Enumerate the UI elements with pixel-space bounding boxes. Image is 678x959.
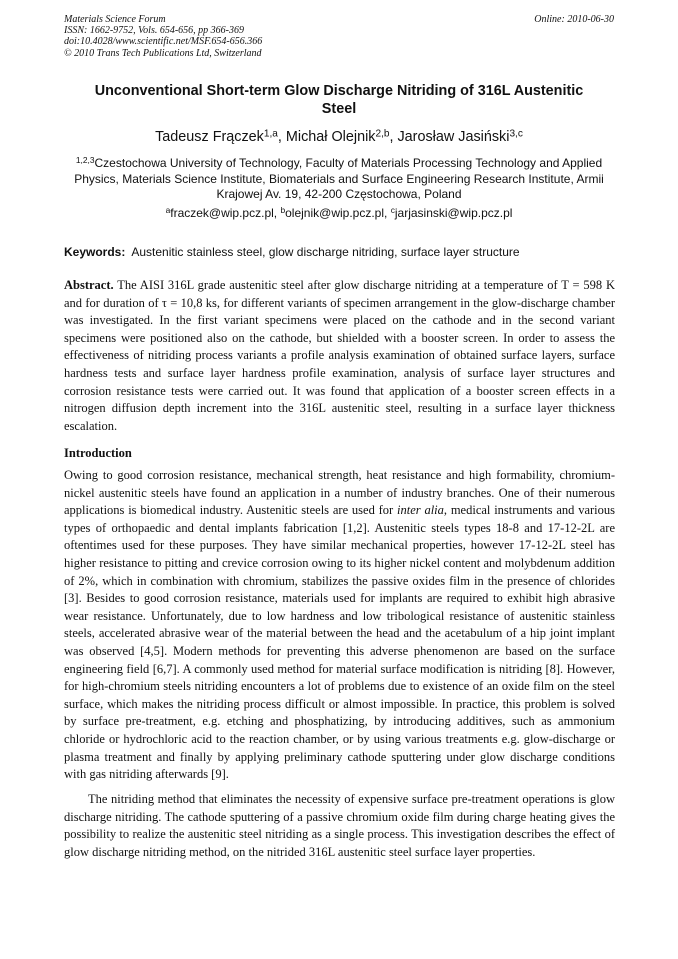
author-name: Tadeusz Frączek xyxy=(155,129,264,145)
section-heading-introduction: Introduction xyxy=(64,446,132,460)
introduction-paragraph-1 xyxy=(64,467,615,784)
keywords-label: Keywords: xyxy=(64,245,126,259)
author xyxy=(397,129,522,145)
introduction-paragraph-2: The nitriding method that eliminates the necessity of expensive surface pre-treatment operations is glow discharge nitriding. The cathode sputtering of a passive chromium oxide film during charge heating gives the possibility to realize the austenitic steel nitriding as a single process. This investigation describes the effect of glow discharge nitriding method, on the nitrided 316L austenitic steel surface layer properties. xyxy=(64,792,615,859)
author xyxy=(286,129,390,145)
paragraph-text: , medical instruments and various types of orthopaedic and dental implants fabrication [1,2]. Austenitic steels types 18-8 and 17-12-2L are oftentimes used for these purposes. They have similar mechanical properties, however 17-12-2L steel has higher resistance to pitting and crevice corrosion owing to its higher nickel content and molybdenum addition of 2%, which in combination with chromium, stabilizes the passive oxides film in the presence of chlorides [3]. Besides to good corrosion resistance, materials used for implants are required to exhibit high abrasive wear resistance. Unfortunately, due to low hardness and low tribological resistance of austenitic stainless steels, accelerated abrasive wear of the material between the head and the acetabulum of a hip joint implant was observed [4,5]. Modern methods for preventing this adverse phenomenon are based on the surface engineering field [6,7]. A commonly used method for material surface modification is nitriding [8]. However, for high-chromium steels nitriding encounters a lot of problems due to existence of an oxide film on the steel surface, which makes the nitriding process difficult or almost impossible. In practice, this problem is solved by surface pre-treatment, e.g. etching and phosphatizing, by introducing additives, such as ammonium chloride or hydrochloric acid to the reaction chamber, or by using various treatments e.g. glow-discharge or plasma treatment and finally by applying preliminary cathode sputtering under glow discharge conditions with gas nitriding afterwards [9]. xyxy=(64,503,615,782)
abstract xyxy=(64,277,615,435)
author-name: Jarosław Jasiński xyxy=(397,129,510,145)
author-separator: , xyxy=(277,129,286,145)
email-address[interactable]: olejnik@wip.pcz.pl xyxy=(285,206,385,220)
keywords-text: Austenitic stainless steel, glow discharge nitriding, surface layer structure xyxy=(131,245,520,259)
abstract-text: The AISI 316L grade austenitic steel after glow discharge nitriding at a temperature of T = 598 K and for duration of τ = 10,8 ks, for different variants of specimen arrangement in the glow-discharge chamber was investigated. In the first variant specimens were placed on the cathode and in the second variant specimens were positioned also on the cathode, but shielded with a booster screen. In order to assess the effectiveness of nitriding process variants a profile analysis examination of obtained surface layers, surface hardness tests and surface layer hardness profile examination, analysis of surface layer structures and corrosion resistance tests were carried out. It was found that application of a booster screen effects in a nitrogen diffusion depth increment into the 316L austenitic steel, resulting in a surface layer thickness escalation. xyxy=(64,278,615,433)
email-sup: c xyxy=(390,205,395,216)
copyright-line: © 2010 Trans Tech Publications Ltd, Switzerland xyxy=(64,47,262,59)
journal-name: Materials Science Forum xyxy=(64,14,166,25)
author-separator: , xyxy=(389,129,398,145)
author-name: Michał Olejnik xyxy=(285,129,376,145)
affiliation-text: Czestochowa University of Technology, Faculty of Materials Processing Technology and Applied Physics, Materials Science Institute, Biomaterials and Surface Engineering Research Institute, Armii Krajowej Av. 19, 42-200 Częstochowa, Poland xyxy=(74,156,604,201)
email-separator: , xyxy=(273,206,281,220)
author-sup: 1,a xyxy=(263,128,278,140)
online-date: Online: 2010-06-30 xyxy=(534,14,614,25)
keywords xyxy=(64,245,624,259)
paragraph-italic: inter alia xyxy=(397,503,444,518)
author-sup: 2,b xyxy=(375,128,390,140)
email-address[interactable]: fraczek@wip.pcz.pl xyxy=(170,206,274,220)
email-address[interactable]: jarjasinski@wip.pcz.pl xyxy=(394,206,513,220)
email-sup: b xyxy=(280,205,286,216)
paper-title: Unconventional Short-term Glow Discharge Nitriding of 316L Austenitic Steel xyxy=(94,83,584,117)
email-sup: a xyxy=(165,205,171,216)
author-list xyxy=(40,129,638,145)
doi-line[interactable]: doi:10.4028/www.scientific.net/MSF.654-656.366 xyxy=(64,36,263,48)
email-list xyxy=(40,206,638,220)
author-sup: 3,c xyxy=(509,128,523,140)
email-separator: , xyxy=(384,206,391,220)
issn-line: ISSN: 1662-9752, Vols. 654-656, pp 366-369 xyxy=(64,25,244,37)
paragraph-text: Owing to good corrosion resistance, mechanical strength, heat resistance and high formability, chromium-nickel austenitic steels have found an application in a number of industry branches. One of their numerous applications is biomedical industry. Austenitic steels are used for xyxy=(64,468,615,518)
journal-header xyxy=(64,14,262,59)
author xyxy=(155,129,278,145)
affiliation xyxy=(70,156,608,203)
abstract-label: Abstract. xyxy=(64,278,114,292)
affiliation-sup: 1,2,3 xyxy=(75,155,95,166)
